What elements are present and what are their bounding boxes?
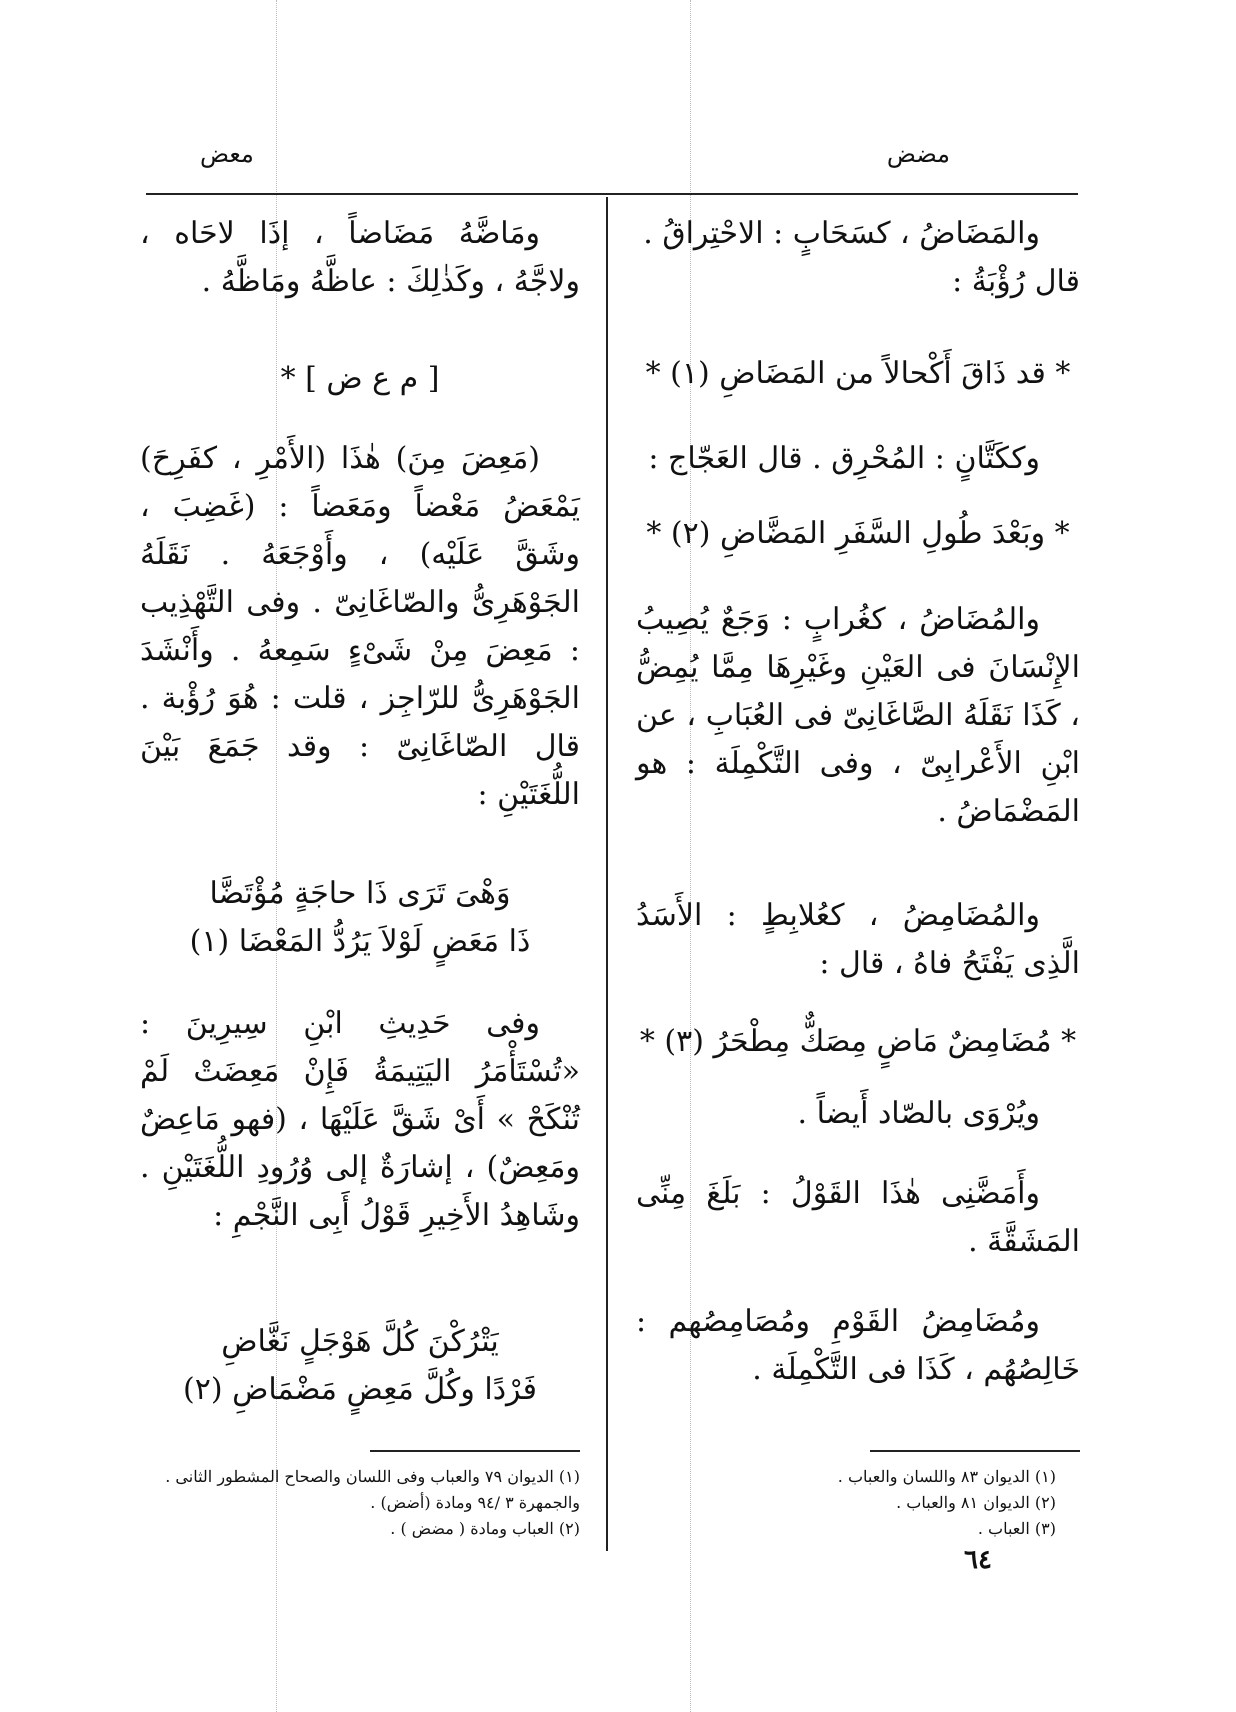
verse-line: ذَا مَعَضٍ لَوْلاَ يَرُدُّ المَعْضَا (١)	[189, 924, 531, 959]
footnote: (٢) العباب ومادة ( مضض ) .	[390, 1519, 580, 1538]
column-divider	[606, 197, 608, 1551]
verse-line: * وبَعْدَ طُولِ السَّفَرِ المَضَّاضِ (٢) *	[646, 516, 1070, 551]
entry-text: والمُضَامِضُ ، كعُلابِطٍ : الأَسَدُ الَّذِى يَفْتَحُ فاهُ ، قال :	[636, 898, 1080, 981]
footnote-rule	[370, 1450, 580, 1452]
left-footnotes	[140, 1464, 580, 1542]
verse-line: وَهْىَ تَرَى ذَا حاجَةٍ مُؤْتَضَّا	[209, 876, 511, 911]
entry-text: ومَاضَّهُ مَضَاضاً ، إذَا لاحَاه ، ولاجَّهُ ، وكَذٰلِكَ : عاظَّهُ ومَاظَّهُ .	[140, 216, 580, 299]
verse-line: يَتْرُكْنَ كُلَّ هَوْجَلٍ نَغَّاضِ	[221, 1324, 499, 1359]
footnote: (١) الديوان ٨٣ واللسان والعباب .	[837, 1467, 1056, 1486]
entry-text: وأَمَضَّنِى هٰذَا القَوْلُ : بَلَغَ مِنِّى المَشَقَّةَ .	[636, 1176, 1080, 1259]
entry-text: والمَضَاضُ ، كسَحَابٍ : الاحْتِراقُ .	[643, 216, 1040, 251]
left-column	[140, 210, 580, 1440]
right-footnotes	[636, 1464, 1056, 1542]
footnote-rule	[870, 1450, 1080, 1452]
footnote: (٣) العباب .	[977, 1519, 1056, 1538]
entry-text: قال رُؤْبَةُ :	[952, 264, 1080, 299]
verse-line: فَرْدًا وكُلَّ مَعِضٍ مَضْمَاضِ (٢)	[183, 1372, 537, 1407]
header-rule	[146, 193, 1078, 195]
footnote: (١) الديوان ٧٩ والعباب وفى اللسان والصحاح المشطور الثانى . والجمهرة ٣ /٩٤ ومادة (أضض) .	[165, 1467, 580, 1512]
entry-text: ومُضَامِضُ القَوْمِ ومُصَامِصُهم : خَالِصُهُم ، كَذَا فى التَّكْمِلَة .	[636, 1304, 1080, 1387]
footnote: (٢) الديوان ٨١ والعباب .	[896, 1493, 1056, 1512]
entry-text: (مَعِضَ مِنَ) هٰذَا (الأَمْرِ ، كفَرِحَ) يَمْعَضُ مَعْضاً ومَعَضاً : (غَضِبَ ، وشَقَّ عَلَيْه) ، وأَوْجَعَهُ . نَقَلَهُ الجَوْهَرِىُّ والصّاغَانِىّ . وفى التَّهْذِيب : مَعِضَ مِنْ شَىْءٍ سَمِعهُ . وأَنْشَدَ الجَوْهَرِىُّ للرّاجِز ، قلت : هُوَ رُؤْبة . قال الصّاغَانِىّ : وقد جَمَعَ بَيْنَ اللُّغَتَيْنِ :	[140, 441, 580, 812]
left-running-headword: معض	[200, 140, 254, 168]
entry-text: ويُرْوَى بالصّاد أَيضاً .	[797, 1096, 1040, 1131]
entry-text: وفى حَدِيثِ ابْنِ سِيرِينَ : «تُسْتَأْمَرُ اليَتِيمَةُ فَإِنْ مَعِضَتْ لَمْ تُنْكَحْ » أَىْ شَقَّ عَلَيْهَا ، (فهو مَاعِضٌ ومَعِضٌ) ، إشارَةٌ إلى وُرُودِ اللُّغَتَيْنِ . وشَاهِدُ الأَخِيرِ قَوْلُ أَبِى النَّجْمِ :	[140, 1006, 580, 1233]
entry-heading: [ م ع ض ] *	[280, 361, 440, 396]
entry-text: والمُضَاضُ ، كغُرابٍ : وَجَعٌ يُصِيبُ الإِنْسَانَ فى العَيْنِ وغَيْرِهَا مِمَّا يُمِضُّ ، كَذَا نَقَلَهُ الصَّاغَانِىّ فى العُبَابِ ، عن ابْنِ الأَعْرابِىّ ، وفى التَّكْمِلَة : هو المَضْمَاضُ .	[636, 602, 1080, 829]
entry-text: وككَتَّانٍ : المُحْرِق . قال العَجّاج :	[648, 441, 1040, 476]
page-number: ٦٤	[964, 1545, 992, 1575]
verse-line: * مُضَامِضٌ مَاضٍ مِصَكٌّ مِطْحَرُ (٣) *	[639, 1024, 1077, 1059]
right-column	[636, 210, 1080, 1440]
right-running-headword: مضض	[886, 140, 950, 168]
verse-line: * قد ذَاقَ أَكْحالاً من المَضَاضِ (١) *	[645, 356, 1071, 391]
